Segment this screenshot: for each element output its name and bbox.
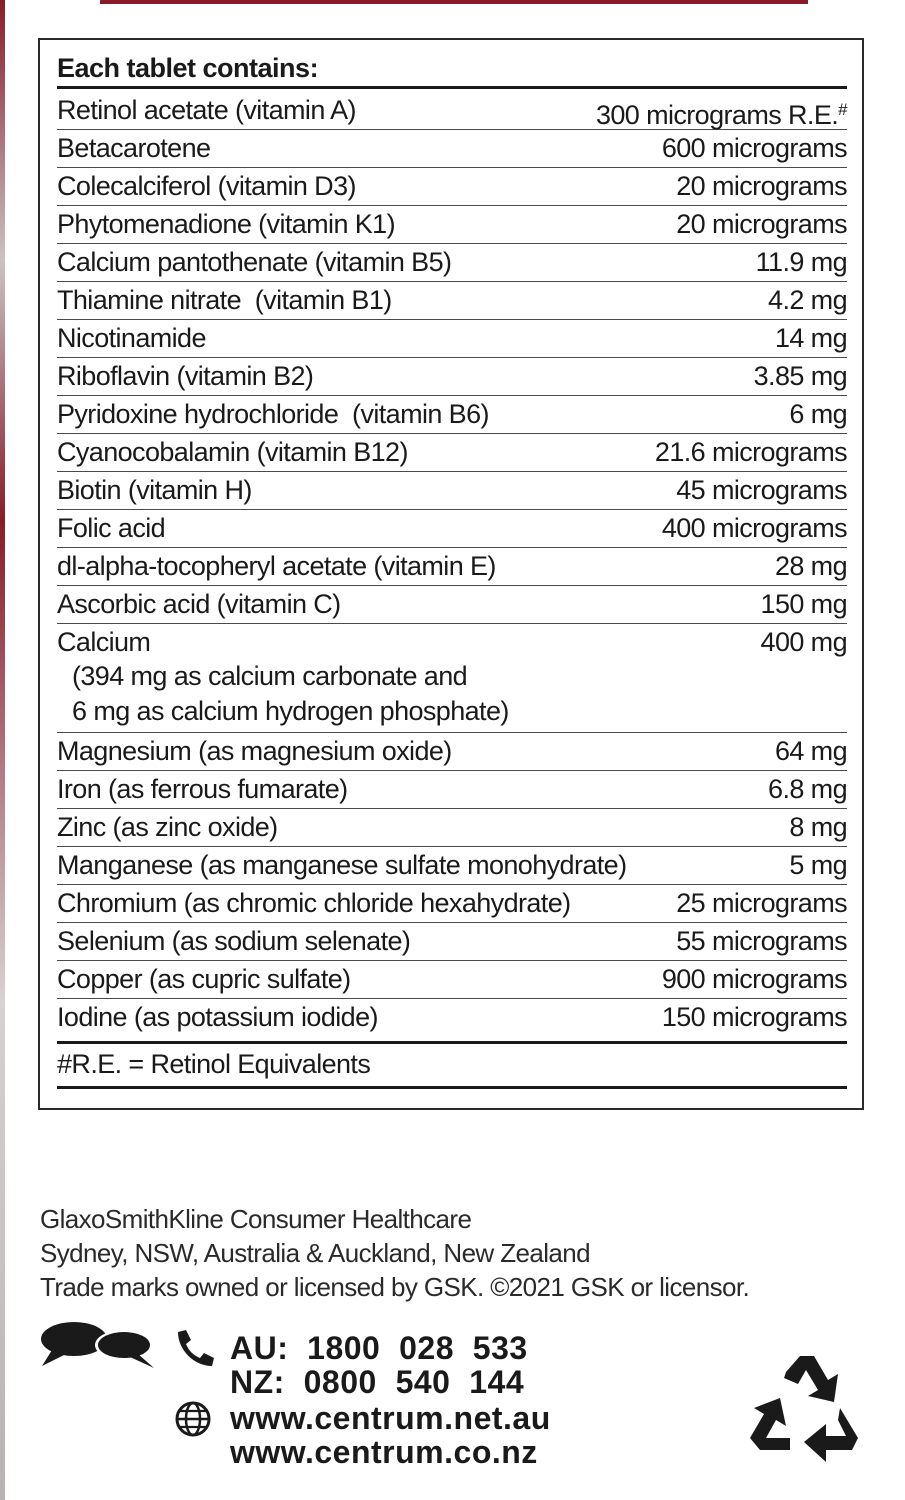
ingredient-amount: 150 mg (760, 589, 847, 619)
table-row (57, 510, 847, 548)
company-info (40, 1202, 749, 1304)
ingredient-amount: 150 micrograms (661, 1002, 847, 1032)
table-row (57, 130, 847, 168)
table-row (57, 548, 847, 586)
table-row (57, 320, 847, 358)
ingredient-name: Ascorbic acid (vitamin C) (57, 589, 341, 619)
table-row (57, 961, 847, 999)
ingredient-amount: 400 mg (760, 627, 847, 657)
ingredient-name: dl-alpha-tocopheryl acetate (vitamin E) (57, 551, 496, 581)
ingredient-name: Iodine (as potassium iodide) (57, 1002, 378, 1032)
ingredient-name: Nicotinamide (57, 323, 206, 353)
website-au[interactable]: www.centrum.net.au (230, 1400, 551, 1436)
ingredient-name: Copper (as cupric sulfate) (57, 964, 351, 994)
company-location: Sydney, NSW, Australia & Auckland, New Zealand (40, 1238, 590, 1268)
table-row (57, 847, 847, 885)
ingredient-amount: 900 micrograms (661, 964, 847, 994)
table-row (57, 282, 847, 320)
table-row (57, 999, 847, 1037)
ingredient-name: Riboflavin (vitamin B2) (57, 361, 314, 391)
ingredient-name: Zinc (as zinc oxide) (57, 812, 278, 842)
ingredient-amount: 20 micrograms (676, 209, 847, 239)
table-title: Each tablet contains: (57, 53, 319, 83)
table-footnote: #R.E. = Retinol Equivalents (57, 1049, 371, 1079)
footnote-marker: # (838, 100, 847, 119)
phone-au: AU: 1800 028 533 (230, 1330, 528, 1366)
table-row (57, 809, 847, 847)
ingredient-amount: 45 micrograms (676, 475, 847, 505)
ingredient-amount: 6.8 mg (768, 774, 847, 804)
nutrition-table-panel (38, 38, 864, 1110)
ingredient-name: Folic acid (57, 513, 166, 543)
ingredient-name: Retinol acetate (vitamin A) (57, 95, 356, 125)
ingredient-amount: 25 micrograms (676, 888, 847, 918)
phone-nz: NZ: 0800 540 144 (230, 1364, 525, 1400)
ingredient-name: Calcium pantothenate (vitamin B5) (57, 247, 452, 277)
ingredient-name: Selenium (as sodium selenate) (57, 926, 411, 956)
table-row (57, 244, 847, 282)
ingredient-amount: 8 mg (789, 812, 847, 842)
ingredient-amount: 300 micrograms R.E.# (595, 100, 847, 130)
table-row (57, 624, 847, 733)
ingredient-name: Iron (as ferrous fumarate) (57, 774, 348, 804)
table-bottom-rule (57, 1086, 847, 1089)
ingredient-amount: 64 mg (774, 736, 847, 766)
ingredient-name: Pyridoxine hydrochloride (vitamin B6) (57, 399, 489, 429)
table-row (57, 92, 847, 130)
ingredient-amount: 4.2 mg (768, 285, 847, 315)
ingredient-amount: 6 mg (789, 399, 847, 429)
table-footnote-rule (57, 1041, 847, 1044)
package-edge-left (0, 0, 5, 1500)
table-top-rule (57, 86, 847, 89)
ingredient-amount: 3.85 mg (753, 361, 847, 391)
table-row (57, 923, 847, 961)
ingredient-amount: 28 mg (774, 551, 847, 581)
phone-icon (172, 1328, 216, 1368)
ingredient-name: Magnesium (as magnesium oxide) (57, 736, 452, 766)
ingredient-name: Chromium (as chromic chloride hexahydrate) (57, 888, 571, 918)
ingredient-amount: 11.9 mg (755, 247, 847, 277)
ingredient-amount: 20 micrograms (676, 171, 847, 201)
ingredient-name: Manganese (as manganese sulfate monohydrate) (57, 850, 627, 880)
table-row (57, 168, 847, 206)
ingredient-name: Biotin (vitamin H) (57, 475, 252, 505)
ingredient-amount: 5 mg (789, 850, 847, 880)
table-row (57, 733, 847, 771)
ingredient-detail: 6 mg as calcium hydrogen phosphate) (72, 696, 509, 726)
table-row (57, 586, 847, 624)
website-nz[interactable]: www.centrum.co.nz (230, 1434, 538, 1470)
ingredient-name: Cyanocobalamin (vitamin B12) (57, 437, 408, 467)
globe-icon (174, 1400, 212, 1438)
ingredient-amount: 55 micrograms (676, 926, 847, 956)
table-row (57, 472, 847, 510)
table-row (57, 885, 847, 923)
ingredient-rows (57, 92, 847, 1037)
table-row (57, 771, 847, 809)
table-row (57, 206, 847, 244)
trademark-notice: Trade marks owned or licensed by GSK. ©2021 GSK or licensor. (40, 1272, 750, 1302)
table-row (57, 396, 847, 434)
recycle-icon (742, 1352, 868, 1464)
ingredient-name: Colecalciferol (vitamin D3) (57, 171, 356, 201)
table-row (57, 358, 847, 396)
ingredient-name: Phytomenadione (vitamin K1) (57, 209, 395, 239)
ingredient-name: Thiamine nitrate (vitamin B1) (57, 285, 392, 315)
ingredient-amount: 14 mg (774, 323, 847, 353)
speech-bubbles-icon (38, 1320, 158, 1372)
package-edge-top (100, 0, 808, 4)
table-row (57, 434, 847, 472)
ingredient-amount: 21.6 micrograms (654, 437, 847, 467)
ingredient-detail: (394 mg as calcium carbonate and (72, 661, 468, 691)
ingredient-amount: 400 micrograms (661, 513, 847, 543)
ingredient-name: Calcium (57, 627, 151, 657)
company-name: GlaxoSmithKline Consumer Healthcare (40, 1204, 472, 1234)
ingredient-name: Betacarotene (57, 133, 211, 163)
ingredient-amount: 600 micrograms (661, 133, 847, 163)
